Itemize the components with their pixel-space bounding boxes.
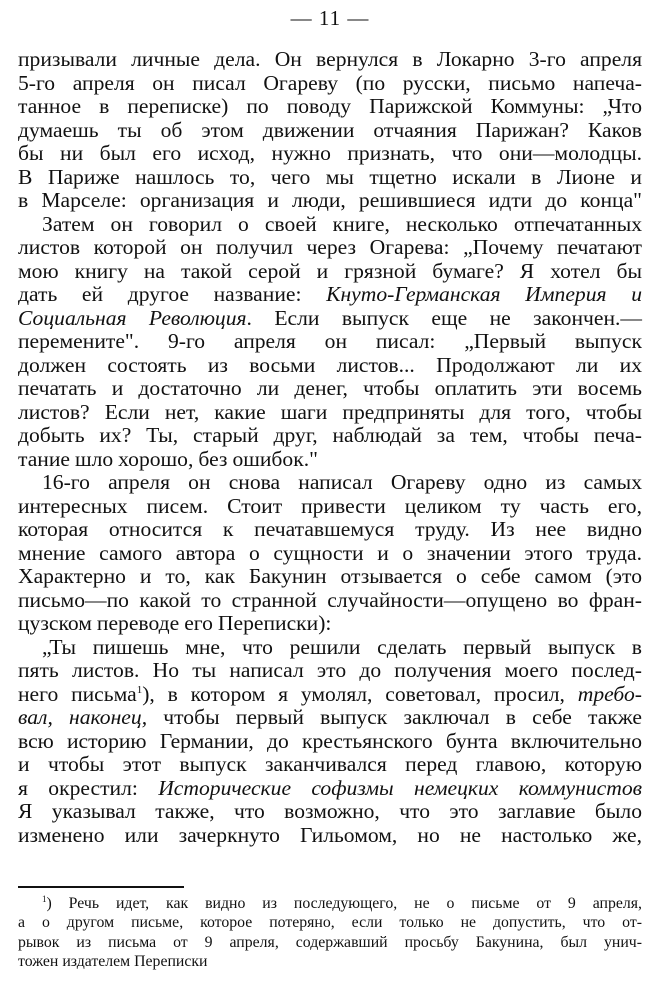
italic-emphasis: вал, наконец, <box>18 705 148 729</box>
text-line: письмо—по какой то странной случайности—опущено во фран- <box>18 587 642 612</box>
footnote-reference: 1 <box>136 683 143 696</box>
text-line: призывали личные дела. Он вернулся в Локарно 3-го апреля <box>18 47 642 71</box>
text-line: и чтобы этот выпуск заканчивался перед главою, которую <box>18 752 642 776</box>
text-line: пять листов. Но ты написал это до получения моего послед- <box>18 658 642 682</box>
footnote <box>18 894 642 971</box>
text-line: должен состоять из восьми листов... Продолжают ли их <box>18 352 642 377</box>
text-segment: я окрестил: <box>18 775 138 800</box>
book-title-italic: Социальная Революция <box>18 305 247 330</box>
paragraph-start-line: Затем он говорил о своей книге, несколько отпечатанных <box>42 211 642 236</box>
text-line: 5-го апреля он писал Огареву (по русски, письмо напеча- <box>18 70 642 95</box>
text-segment: дать ей другое название: <box>18 282 302 306</box>
text-line: мнение самого автора о сущности и о значении этого труда. <box>18 540 642 565</box>
text-line: Я указывал также, что возможно, что это заглавие было <box>18 799 642 823</box>
text-line: в Марселе: организация и люди, решившиеся идти до конца" <box>18 188 642 212</box>
text-line-with-footnote-ref <box>18 683 642 707</box>
text-segment: ), в котором я умолял, советовал, просил, <box>142 681 565 706</box>
text-line: бы ни был его исход, нужно признать, что они—молодцы. <box>18 141 642 165</box>
footnote-mark: 1 <box>42 894 47 904</box>
text-line: интересных писем. Стоит привести целиком ту часть его, <box>18 493 642 518</box>
text-line-with-italic-title <box>18 283 642 307</box>
paragraph-start-line: „Ты пишешь мне, что решили сделать первый выпуск в <box>42 634 642 659</box>
italic-emphasis: требо- <box>577 681 642 706</box>
text-line: мою книгу на такой серой и грязной бумаге? Я хотел бы <box>18 258 642 283</box>
text-line-with-italic <box>18 777 642 801</box>
text-line: которая относится к печатавшемуся труду. Из нее видно <box>18 517 642 541</box>
footnote-line: тожен издателем Переписки <box>18 952 208 970</box>
text-line: печатать и достаточно ли денег, чтобы оплатить эти восемь <box>18 376 642 400</box>
text-segment: него письма <box>18 681 137 706</box>
text-line: листов которой он получил через Огарева: „Почему печатают <box>18 235 642 259</box>
page-number: — 11 — <box>290 6 370 30</box>
text-segment: . Если выпуск еще не закончен.— <box>246 305 642 330</box>
text-line: перемените". 9-го апреля он писал: „Первый выпуск <box>18 329 642 353</box>
paragraph-start-line: 16-го апреля он снова написал Огареву одно из самых <box>42 470 642 494</box>
text-line: добыть их? Ты, старый друг, наблюдай за тем, чтобы печа- <box>18 423 642 447</box>
text-line-with-italic <box>18 706 642 730</box>
text-line-with-italic-title <box>18 307 642 331</box>
footnote-divider <box>18 886 184 888</box>
footnote-line: рывок из письма от 9 апреля, содержавший просьбу Бакунина, был унич- <box>18 933 642 951</box>
text-line: тание шло хорошо, без ошибок." <box>18 446 318 471</box>
text-line: изменено или зачеркнуто Гильомом, но не настолько же, <box>18 822 642 847</box>
text-line: танное в переписке) по поводу Парижской Коммуны: „Что <box>18 94 642 118</box>
text-line: думаешь ты об этом движении отчаяния Парижан? Каков <box>18 117 642 142</box>
chapter-title-italic: Исторические софизмы немецких коммунистов <box>158 775 643 800</box>
text-line: всю историю Германии, до крестьянского бунта включительно <box>18 728 642 753</box>
book-title-italic: Кнуто-Германская Империя и <box>326 282 642 306</box>
text-line: Характерно и то, как Бакунин отзывается о себе самом (это <box>18 564 642 588</box>
text-line: В Париже нашлось то, чего мы тщетно искали в Лионе и <box>18 164 642 189</box>
text-segment: чтобы первый выпуск заключал в себе также <box>163 705 642 729</box>
text-line: цузском переводе его Переписки): <box>18 611 332 635</box>
body-text <box>18 48 642 847</box>
text-line: листов? Если нет, какие шаги предприняты для того, чтобы <box>18 399 642 424</box>
footnote-line: а о другом письме, которое потеряно, если только не допустить, что от- <box>18 914 642 932</box>
footnote-line <box>18 894 642 913</box>
text-segment: ) Речь идет, как видно из последующего, не о письме от 9 апреля, <box>46 895 642 912</box>
